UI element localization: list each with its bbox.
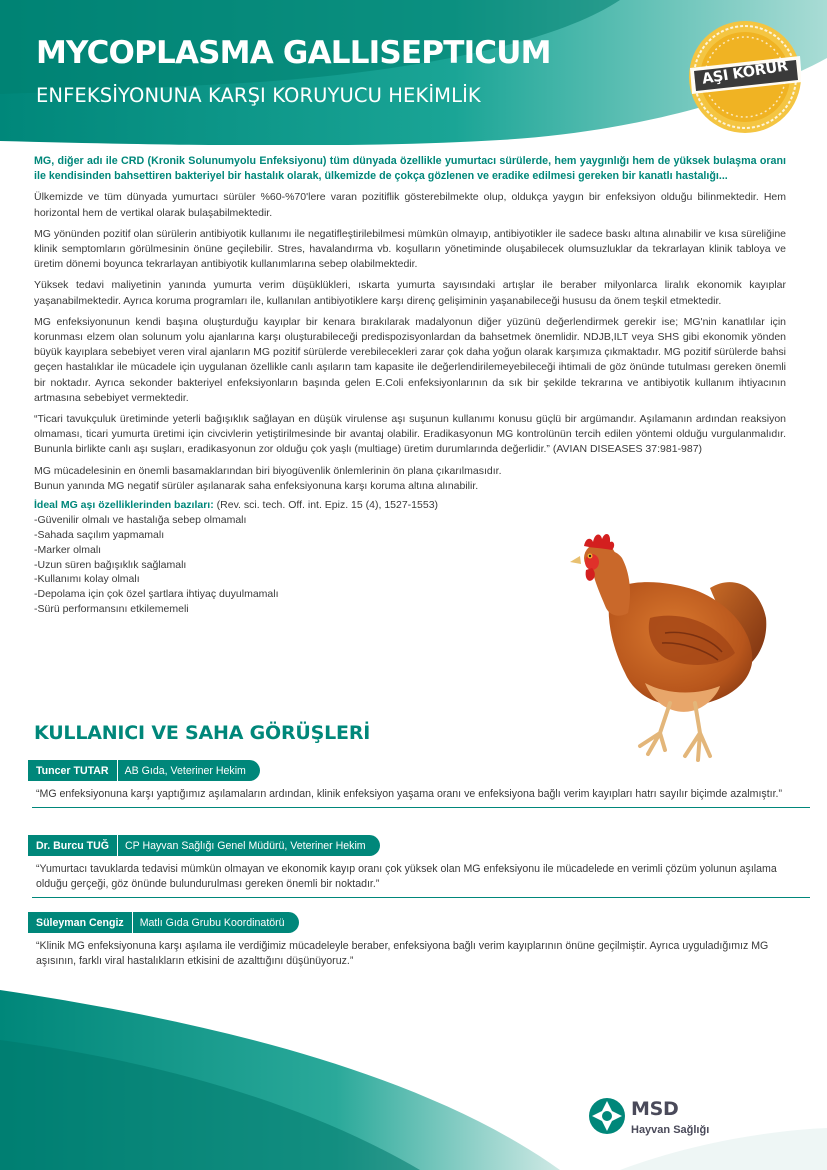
opinion-quote: “MG enfeksiyonuna karşı yaptığımız aşılamaların ardından, klinik enfeksiyon yaşama oranı ve enfeksiyona bağlı verim kayıpları hatrı sayılır biçimde azalmıştır.” — [36, 788, 783, 800]
paragraph: Ülkemizde ve tüm dünyada yumurtacı sürüler %60-%70'lere varan pozitiflik gösterebilmekte olup, oldukça yaygın bir enfeksiyon olduğu bilinmektedir. Hem horizontal hem de vertikal olarak bulaşabilmektedir. — [34, 191, 786, 219]
opinion-role: Matlı Gıda Grubu Koordinatörü — [139, 916, 285, 929]
opinion-role: CP Hayvan Sağlığı Genel Müdürü, Veteriner Hekim — [125, 839, 366, 852]
opinion-card — [28, 760, 788, 808]
paragraph: Yüksek tedavi maliyetinin yanında yumurta verim düşüklükleri, ıskarta yumurta sayısındaki artışlar ile beraber milyonlarca liralık ekonomik kayıplar yaşanabilmektedir. Ayrıca koruma programları ile, kullanılan antibiyotiklere karşı direnç gelişiminin yaşanabileceği hususu da önem teşkil etmektedir. — [34, 279, 786, 307]
quote-paragraph: “Ticari tavukçuluk üretiminde yeterli bağışıklık sağlayan en düşük virulense aşı suşunun kullanımı konusu güçlü bir argümandır. Aşılamanın ardından reaksiyon olmaması, ticari yumurta üretimi için civcivlerin yetiştirilmesinde bir avantaj olabilir. Eradikasyonun MG kontrolünün tercih edilen yöntemi olduğu vurgulanmalıdır. Bununla birlikte canlı aşı suşları, eradikasyonun zor olduğu çok yaşlı (multiage) üretim durumlarında değerlidir.” (AVIAN DISEASES 37:981-987) — [34, 413, 786, 456]
opinion-card — [28, 912, 788, 969]
divider — [32, 807, 810, 808]
paragraph: MG mücadelesinin en önemli basamaklarından biri biyogüvenlik önlemlerinin ön plana çıkarılmasıdır. Bunun yanında MG negatif sürüler aşılanarak saha enfeksiyonuna karşı koruma altına alınabilir. — [34, 464, 502, 492]
opinion-author: Süleyman Cengiz — [28, 912, 133, 933]
list-item: -Uzun süren bağışıklık sağlamalı — [34, 558, 187, 571]
opinion-quote: “Klinik MG enfeksiyonuna karşı aşılama ile verdiğimiz mücadeleyle beraber, enfeksiyona bağlı verim kayıplarının önüne geçilmiştir. Ayrıca uyguladığımız MG aşısının, farklı viral hastalıkların etkisini de azalttığını düşünüyoruz.” — [36, 940, 769, 967]
badge-label: AŞI KORUR — [701, 58, 789, 88]
brand-subtitle: Hayvan Sağlığı — [631, 1124, 710, 1136]
opinion-card — [28, 835, 788, 898]
vaccine-badge — [686, 18, 804, 136]
mg-fight-block — [34, 464, 534, 617]
ideal-reference: (Rev. sci. tech. Off. int. Epiz. 15 (4), 1527-1553) — [213, 499, 439, 512]
opinion-author: Tuncer TUTAR — [28, 760, 118, 781]
list-item: -Sahada saçılım yapmamalı — [34, 529, 165, 542]
ideal-title: İdeal MG aşı özelliklerinden bazıları: — [34, 499, 214, 512]
list-item: -Depolama için çok özel şartlara ihtiyaç duyulmamalı — [34, 588, 279, 601]
brand-name: MSD — [631, 1098, 679, 1120]
list-item: -Marker olmalı — [34, 543, 102, 556]
list-item: -Sürü performansını etkilememeli — [34, 603, 189, 616]
opinion-tag — [28, 912, 299, 933]
msd-logo — [588, 1097, 728, 1152]
list-item: -Kullanımı kolay olmalı — [34, 573, 140, 586]
paragraph: MG yönünden pozitif olan sürülerin antibiyotik kullanımı ile negatifleştirilebilmesi mümkün olmayıp, antibiyotikler ile sadece baskı altına alınabilir ve kısa süreliğine klinik semptomların görülmesinin önüne geçilebilir. Stres, havalandırma vb. koşulların yönetiminde oluşabilecek olumsuzluklar da tekrarlayan klinik tabloya ve üretim dönemi boyunca tekrarlayan antibiyotik kullanımlarına sebep olabilmektedir. — [34, 227, 786, 271]
opinion-role: AB Gıda, Veteriner Hekim — [124, 764, 246, 777]
paragraph: MG enfeksiyonunun kendi başına oluşturduğu kayıplar bir kenara bırakılarak madalyonun diğer yüzünü değerlendirmek gerekir ise; MG'nin kanatlılar için korunması elzem olan solunum yolu ajanlarına karşı oluşturabileceği predispozisyonlardan da bahsetmek önemlidir. NDJB,ILT veya SHS gibi ekonomik yönden büyük kayıplara sebebiyet veren viral ajanların MG pozitif sürülerde verebilecekleri zarar çok daha yoğun olarak karşımıza çıkmaktadır. MG pozitif sürülerde bahsi geçen hastalıklar ile mücadele için uygulanan özellikle canlı aşıların tam kapasite ile değerlendirilemeyebileceği ihtimali de göz önünde tutulması gereken önemli bir noktadır. Ayrıca sekonder bakteriyel enfeksiyonların başında gelen E.Coli enfeksiyonlarının da sık bir şekilde tekrarına ve antibiyotik kullanım ihtiyacının artmasına sebebiyet vermektedir. — [34, 315, 786, 404]
hen-photo — [570, 518, 770, 763]
ideal-features-list — [34, 513, 534, 617]
lead-paragraph: MG, diğer adı ile CRD (Kronik Solunumyolu Enfeksiyonu) tüm dünyada özellikle yumurtacı sürülerde, hem yaygınlığı hem de yüksek bulaşma oranı ile kendisinden bahsettiren bakteriyel bir hastalık olarak, ülkemizde de çokça gözlenen ve eradike edilmesi gereken bir kanatlı hastalığı... — [34, 155, 786, 183]
opinion-tag — [28, 835, 380, 856]
page-subtitle: ENFEKSİYONUNA KARŞI KORUYUCU HEKİMLİK — [36, 84, 481, 107]
ideal-heading — [34, 498, 534, 513]
divider — [32, 897, 810, 898]
opinion-tag — [28, 760, 260, 781]
opinion-quote: “Yumurtacı tavuklarda tedavisi mümkün olmayan ve ekonomik kayıp oranı çok yüksek olan MG enfeksiyonu ile mücadelede en verimli çözüm yolunun aşılama olduğu gerçeği, göz önünde bulundurulması gereken önemli bir noktadır.” — [36, 863, 777, 890]
list-item: -Güvenilir olmalı ve hastalığa sebep olmamalı — [34, 514, 247, 527]
opinion-author: Dr. Burcu TUĞ — [28, 835, 118, 856]
msd-logo-icon — [588, 1097, 626, 1135]
opinions-title: KULLANICI VE SAHA GÖRÜŞLERİ — [34, 722, 371, 744]
page-title: MYCOPLASMA GALLISEPTICUM — [36, 35, 551, 71]
